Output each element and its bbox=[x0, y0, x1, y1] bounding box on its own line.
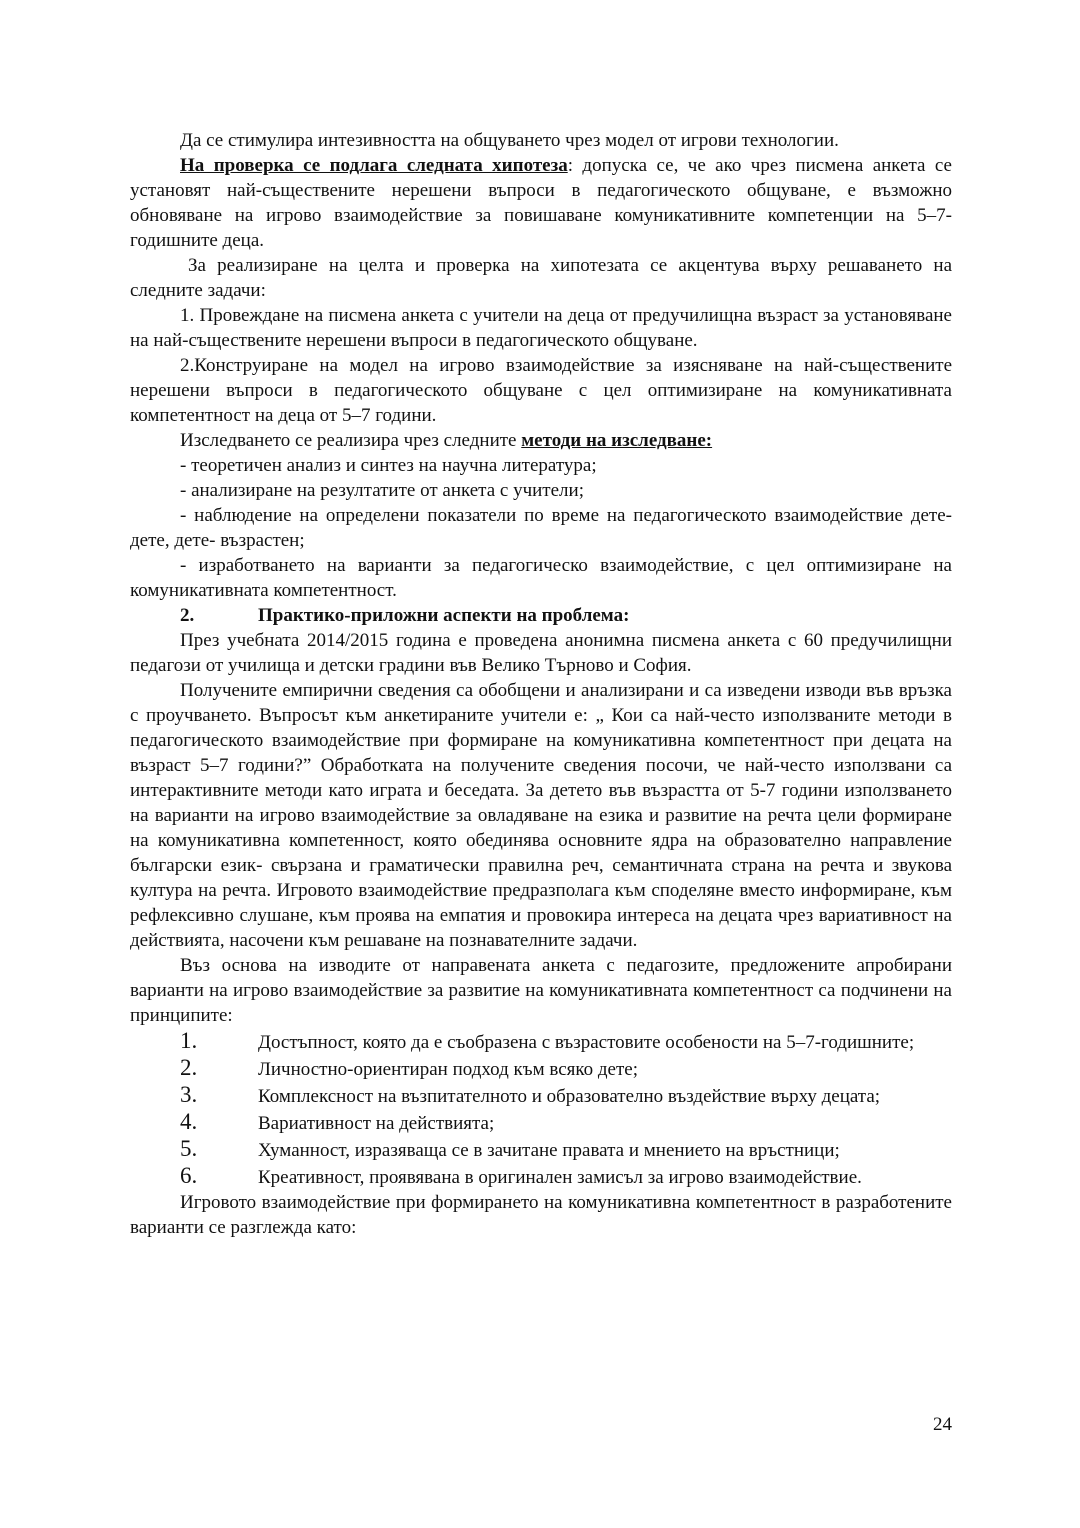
principle-text: Хуманност, изразяваща се в зачитане правата и мнението на връстници; bbox=[258, 1140, 840, 1161]
section-number: 2. bbox=[180, 605, 195, 626]
principle-item bbox=[130, 1109, 952, 1136]
document-page bbox=[130, 128, 952, 1240]
paragraph-survey: През учебната 2014/2015 година е проведена анонимна писмена анкета с 60 предучилищни педагози от училища и детски градини във Велико Търново и София. bbox=[130, 630, 952, 676]
principle-number: 5. bbox=[180, 1136, 198, 1161]
section-title: Практико-приложни аспекти на проблема: bbox=[258, 605, 630, 626]
method-item-4: - изработването на варианти за педагогическо взаимодействие, с цел оптимизиране на комуникативната компетентност. bbox=[130, 555, 952, 601]
principle-item bbox=[130, 1136, 952, 1163]
principle-number: 1. bbox=[180, 1028, 198, 1053]
method-item-2: - анализиране на резултатите от анкета с учители; bbox=[180, 480, 584, 501]
paragraph-task-1: 1. Провеждане на писмена анкета с учители на деца от предучилищна възраст за установяване на най-съществените нерешени въпроси в педагогическото общуване. bbox=[130, 305, 952, 351]
paragraph-principles-intro: Въз основа на изводите от направената анкета с педагозите, предложените апробирани варианти на игрово взаимодействие за развитие на комуникативната компетентност са подчинени на принципите: bbox=[130, 955, 952, 1026]
paragraph-goal: Да се стимулира интезивността на общуването чрез модел от игрови технологии. bbox=[180, 130, 839, 151]
principle-text: Достъпност, която да е съобразена с възрастовите особености на 5–7-годишните; bbox=[258, 1032, 915, 1053]
principle-number: 3. bbox=[180, 1082, 198, 1107]
hypothesis-text: : допуска се, че ако чрез писмена анкета се установят най-съществените нерешени въпроси в педагогическото общуване, е възможно обновяване на игрово взаимодействие за повишаване комуникативните компетенции на 5–7-годишните деца. bbox=[130, 155, 952, 251]
hypothesis-label: На проверка се подлага следната хипотеза bbox=[180, 155, 568, 176]
principle-item bbox=[130, 1082, 952, 1109]
principle-item bbox=[130, 1055, 952, 1082]
principle-text: Вариативност на действията; bbox=[258, 1113, 495, 1134]
principle-text: Личностно-ориентиран подход към всяко дете; bbox=[258, 1059, 638, 1080]
principle-text: Комплексност на възпитателното и образователно въздействие върху децата; bbox=[258, 1086, 881, 1107]
method-item-1: - теоретичен анализ и синтез на научна литература; bbox=[180, 455, 597, 476]
paragraph-task-2: 2.Конструиране на модел на игрово взаимодействие за изясняване на най-съществените нерешени въпроси в педагогическото общуване с цел оптимизиране на комуникативната компетентност на деца от 5–7 години. bbox=[130, 355, 952, 426]
paragraph-conclusion: Игровото взаимодействие при формирането на комуникативна компетентност в разработените варианти се разглежда като: bbox=[130, 1192, 952, 1238]
principle-number: 6. bbox=[180, 1163, 198, 1188]
methods-label: методи на изследване: bbox=[521, 430, 713, 451]
paragraph-methods-intro bbox=[130, 428, 952, 453]
paragraph-results: Получените емпирични сведения са обобщени и анализирани и са изведени изводи във връзка с проучването. Въпросът към анкетираните учители е: „ Кои са най-често използваните методи в педагогическото взаимодействие при формиране на комуникативна компетентност при децата на възраст 5–7 години?” Обработката на получените сведения посочи, че най-често използвани са интерактивните методи като играта и беседата. За детето във възрастта от 5-7 години използването на варианти на игрово взаимодействие за овладяване на езика и развитие на речта цели формиране на комуникативна компетенност, която обединява основните ядра на образователно направление български език- свързана и граматически правилна реч, семантичната страна на речта и звукова култура на речта. Игровото взаимодействие предразполага към споделяне вместо информиране, към рефлексивно слушане, към проява на емпатия и провокира интереса на децата чрез вариативност на действията, насочени към решаване на познавателните задачи. bbox=[130, 680, 952, 951]
paragraph-tasks-intro: За реализиране на целта и проверка на хипотезата се акцентува върху решаването на следните задачи: bbox=[130, 255, 952, 301]
principle-item bbox=[130, 1163, 952, 1190]
method-item-3: - наблюдение на определени показатели по време на педагогическото взаимодействие дете-дете, дете- възрастен; bbox=[130, 505, 952, 551]
page-number: 24 bbox=[933, 1414, 952, 1435]
principle-number: 4. bbox=[180, 1109, 198, 1134]
principle-item bbox=[130, 1028, 952, 1055]
principle-number: 2. bbox=[180, 1055, 198, 1080]
principle-text: Креативност, проявявана в оригинален замисъл за игрово взаимодействие. bbox=[258, 1167, 862, 1188]
section-heading bbox=[130, 603, 952, 628]
paragraph-hypothesis bbox=[130, 153, 952, 253]
methods-intro-text: Изследването се реализира чрез следните bbox=[180, 430, 522, 451]
